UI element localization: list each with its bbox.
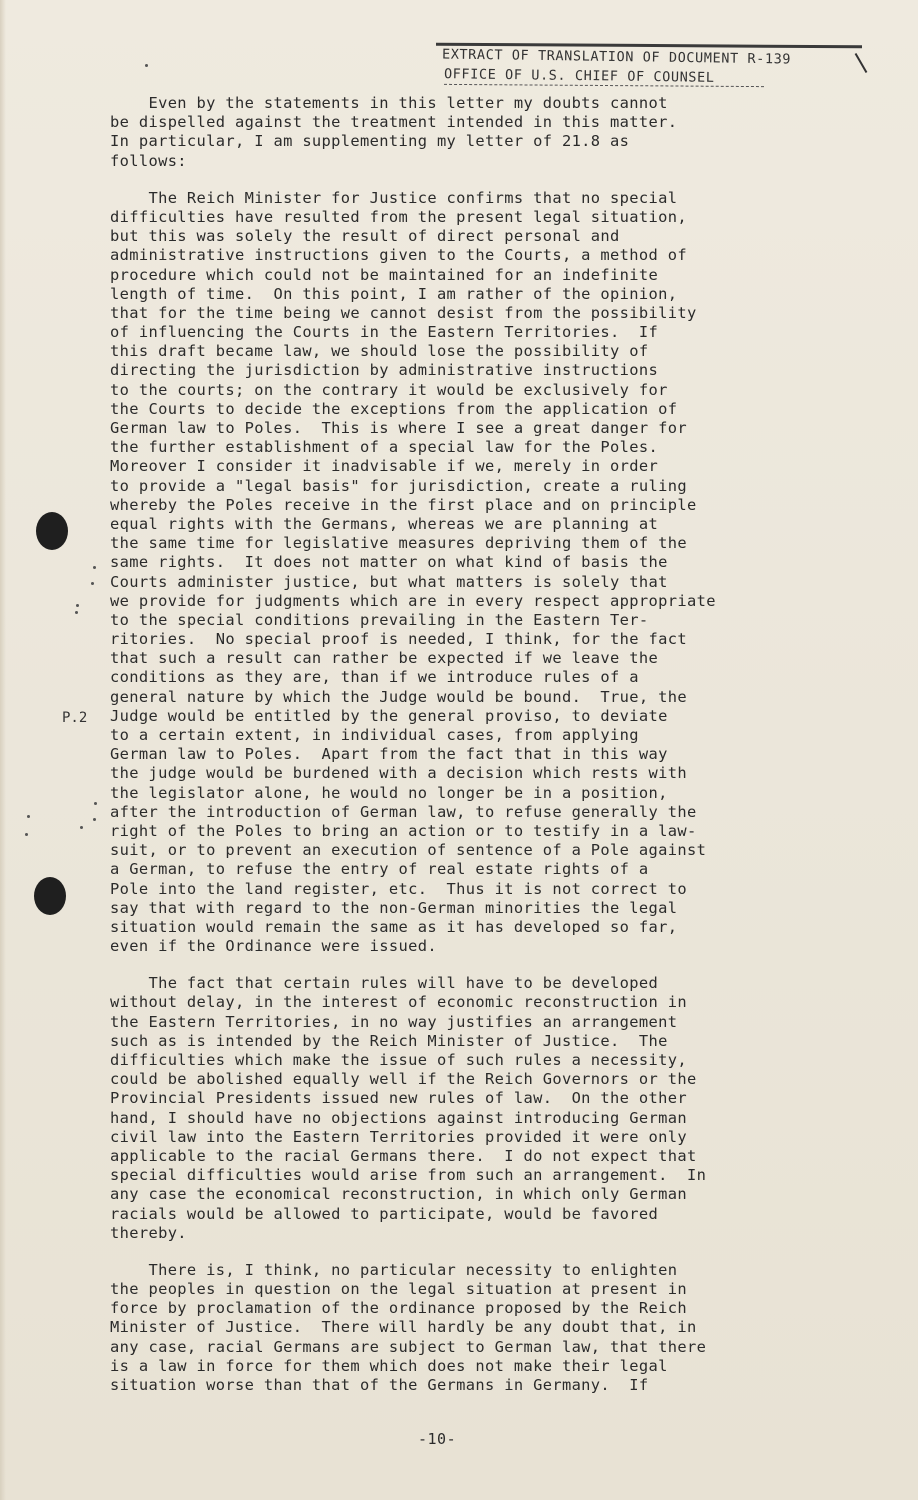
- header-underline: [444, 84, 764, 87]
- text-line: a German, to refuse the entry of real estate rights of a: [110, 860, 649, 879]
- text-line: the judge would be burdened with a decision which rests with: [110, 764, 687, 783]
- text-line: any case, racial Germans are subject to German law, that there: [110, 1337, 707, 1356]
- text-line: civil law into the Eastern Territories provided it were only: [110, 1127, 687, 1146]
- speck: [94, 802, 97, 805]
- text-line: the Eastern Territories, in no way justifies an arrangement: [110, 1012, 678, 1031]
- text-line: but this was solely the result of direct personal and: [110, 227, 620, 246]
- text-line: could be abolished equally well if the Reich Governors or the: [110, 1070, 697, 1089]
- paragraph: [110, 94, 850, 171]
- text-line: any case the economical reconstruction, in which only German: [110, 1185, 687, 1204]
- text-line: to provide a "legal basis" for jurisdiction, create a ruling: [110, 476, 687, 495]
- margin-page-marker: P.2: [62, 710, 88, 726]
- header-title: EXTRACT OF TRANSLATION OF DOCUMENT R-139: [441, 46, 792, 68]
- paragraph-gap: [110, 171, 850, 189]
- text-line: to a certain extent, in individual cases, from applying: [110, 726, 639, 744]
- text-line: difficulties which make the issue of such rules a necessity,: [110, 1051, 687, 1069]
- speck: [25, 833, 28, 836]
- text-line: right of the Poles to bring an action or to testify in a law-: [110, 821, 697, 840]
- text-line: we provide for judgments which are in every respect appropriate: [110, 591, 716, 610]
- text-line: Pole into the land register, etc. Thus it is not correct to: [110, 879, 687, 898]
- text-line: The Reich Minister for Justice confirms that no special: [110, 188, 678, 207]
- text-line: situation would remain the same as it has developed so far,: [110, 917, 678, 936]
- text-line: to the special conditions prevailing in the Eastern Ter-: [110, 610, 649, 629]
- text-line: equal rights with the Germans, whereas we are planning at: [110, 514, 659, 533]
- text-line: directing the jurisdiction by administrative instructions: [110, 361, 659, 380]
- header-pen-mark: [855, 53, 868, 73]
- text-line: German law to Poles. This is where I see a great danger for: [110, 419, 687, 437]
- text-line: Moreover I consider it inadvisable if we, merely in order: [110, 457, 659, 476]
- speck: [80, 826, 83, 829]
- text-line: special difficulties would arise from such an arrangement. In: [110, 1166, 707, 1185]
- text-line: German law to Poles. Apart from the fact that in this way: [110, 745, 668, 764]
- speck: [145, 64, 148, 67]
- text-line: whereby the Poles receive in the first place and on principle: [110, 495, 697, 514]
- text-line: the peoples in question on the legal situation at present in: [110, 1280, 687, 1299]
- text-line: racials would be allowed to participate, would be favored: [110, 1204, 659, 1223]
- text-line: conditions as they are, than if we introduce rules of a: [110, 668, 639, 687]
- text-line: after the introduction of German law, to refuse generally the: [110, 802, 697, 821]
- text-line: this draft became law, we should lose the possibility of: [110, 342, 649, 361]
- text-line: be dispelled against the treatment intended in this matter.: [110, 113, 678, 132]
- text-line: to the courts; on the contrary it would be exclusively for: [110, 380, 668, 399]
- text-line: Provincial Presidents issued new rules of law. On the other: [110, 1089, 687, 1108]
- paragraph: [110, 189, 850, 957]
- text-line: Minister of Justice. There will hardly be any doubt that, in: [110, 1318, 697, 1337]
- text-line: the Courts to decide the exceptions from the application of: [110, 399, 678, 418]
- text-line: follows:: [110, 151, 187, 170]
- text-line: thereby.: [110, 1223, 187, 1242]
- punch-hole-lower: [34, 877, 66, 915]
- speck: [93, 818, 96, 821]
- text-line: the same time for legislative measures depriving them of the: [110, 534, 687, 553]
- text-line: In particular, I am supplementing my letter of 21.8 as: [110, 132, 630, 151]
- text-line: difficulties have resulted from the present legal situation,: [110, 207, 687, 226]
- text-line: administrative instructions given to the Courts, a method of: [110, 246, 687, 265]
- paragraph-gap: [110, 956, 850, 974]
- text-line: general nature by which the Judge would be bound. True, the: [110, 687, 687, 706]
- text-line: Judge would be entitled by the general proviso, to deviate: [110, 706, 668, 725]
- text-line: length of time. On this point, I am rather of the opinion,: [110, 284, 678, 303]
- paragraph-gap: [110, 1243, 850, 1261]
- text-line: even if the Ordinance were issued.: [110, 937, 437, 956]
- text-line: such as is intended by the Reich Minister of Justice. The: [110, 1031, 668, 1050]
- text-line: that such a result can rather be expected if we leave the: [110, 649, 659, 668]
- text-line: suit, or to prevent an execution of sentence of a Pole against: [110, 841, 707, 860]
- header-office: OFFICE OF U.S. CHIEF OF COUNSEL: [443, 66, 715, 86]
- text-line: the further establishment of a special law for the Poles.: [110, 438, 659, 457]
- document-header: [430, 44, 870, 94]
- page-number: -10-: [418, 1430, 457, 1448]
- text-line: There is, I think, no particular necessity to enlighten: [110, 1260, 678, 1279]
- speck: [93, 566, 96, 569]
- text-line: is a law in force for them which does not make their legal: [110, 1356, 668, 1375]
- text-line: force by proclamation of the ordinance proposed by the Reich: [110, 1299, 687, 1318]
- text-line: the legislator alone, he would no longer be in a position,: [110, 783, 668, 802]
- text-line: situation worse than that of the Germans in Germany. If: [110, 1376, 649, 1394]
- document-body: [110, 94, 850, 1395]
- text-line: of influencing the Courts in the Eastern Territories. If: [110, 323, 659, 342]
- text-line: procedure which could not be maintained for an indefinite: [110, 265, 659, 284]
- text-line: Courts administer justice, but what matters is solely that: [110, 572, 668, 591]
- page-edge-shadow: [0, 0, 6, 1500]
- text-line: that for the time being we cannot desist from the possibility: [110, 303, 697, 322]
- speck: [76, 604, 79, 607]
- speck: [27, 815, 30, 818]
- paragraph: [110, 974, 850, 1243]
- text-line: without delay, in the interest of economic reconstruction in: [110, 993, 687, 1012]
- text-line: Even by the statements in this letter my doubts cannot: [110, 94, 668, 112]
- speck: [75, 611, 78, 614]
- text-line: say that with regard to the non-German minorities the legal: [110, 898, 678, 917]
- speck: [91, 582, 94, 585]
- text-line: The fact that certain rules will have to be developed: [110, 974, 659, 993]
- text-line: hand, I should have no objections against introducing German: [110, 1108, 687, 1127]
- punch-hole-upper: [36, 512, 68, 550]
- text-line: same rights. It does not matter on what kind of basis the: [110, 553, 668, 572]
- paragraph: [110, 1261, 850, 1395]
- text-line: ritories. No special proof is needed, I think, for the fact: [110, 630, 687, 649]
- text-line: applicable to the racial Germans there. I do not expect that: [110, 1146, 697, 1165]
